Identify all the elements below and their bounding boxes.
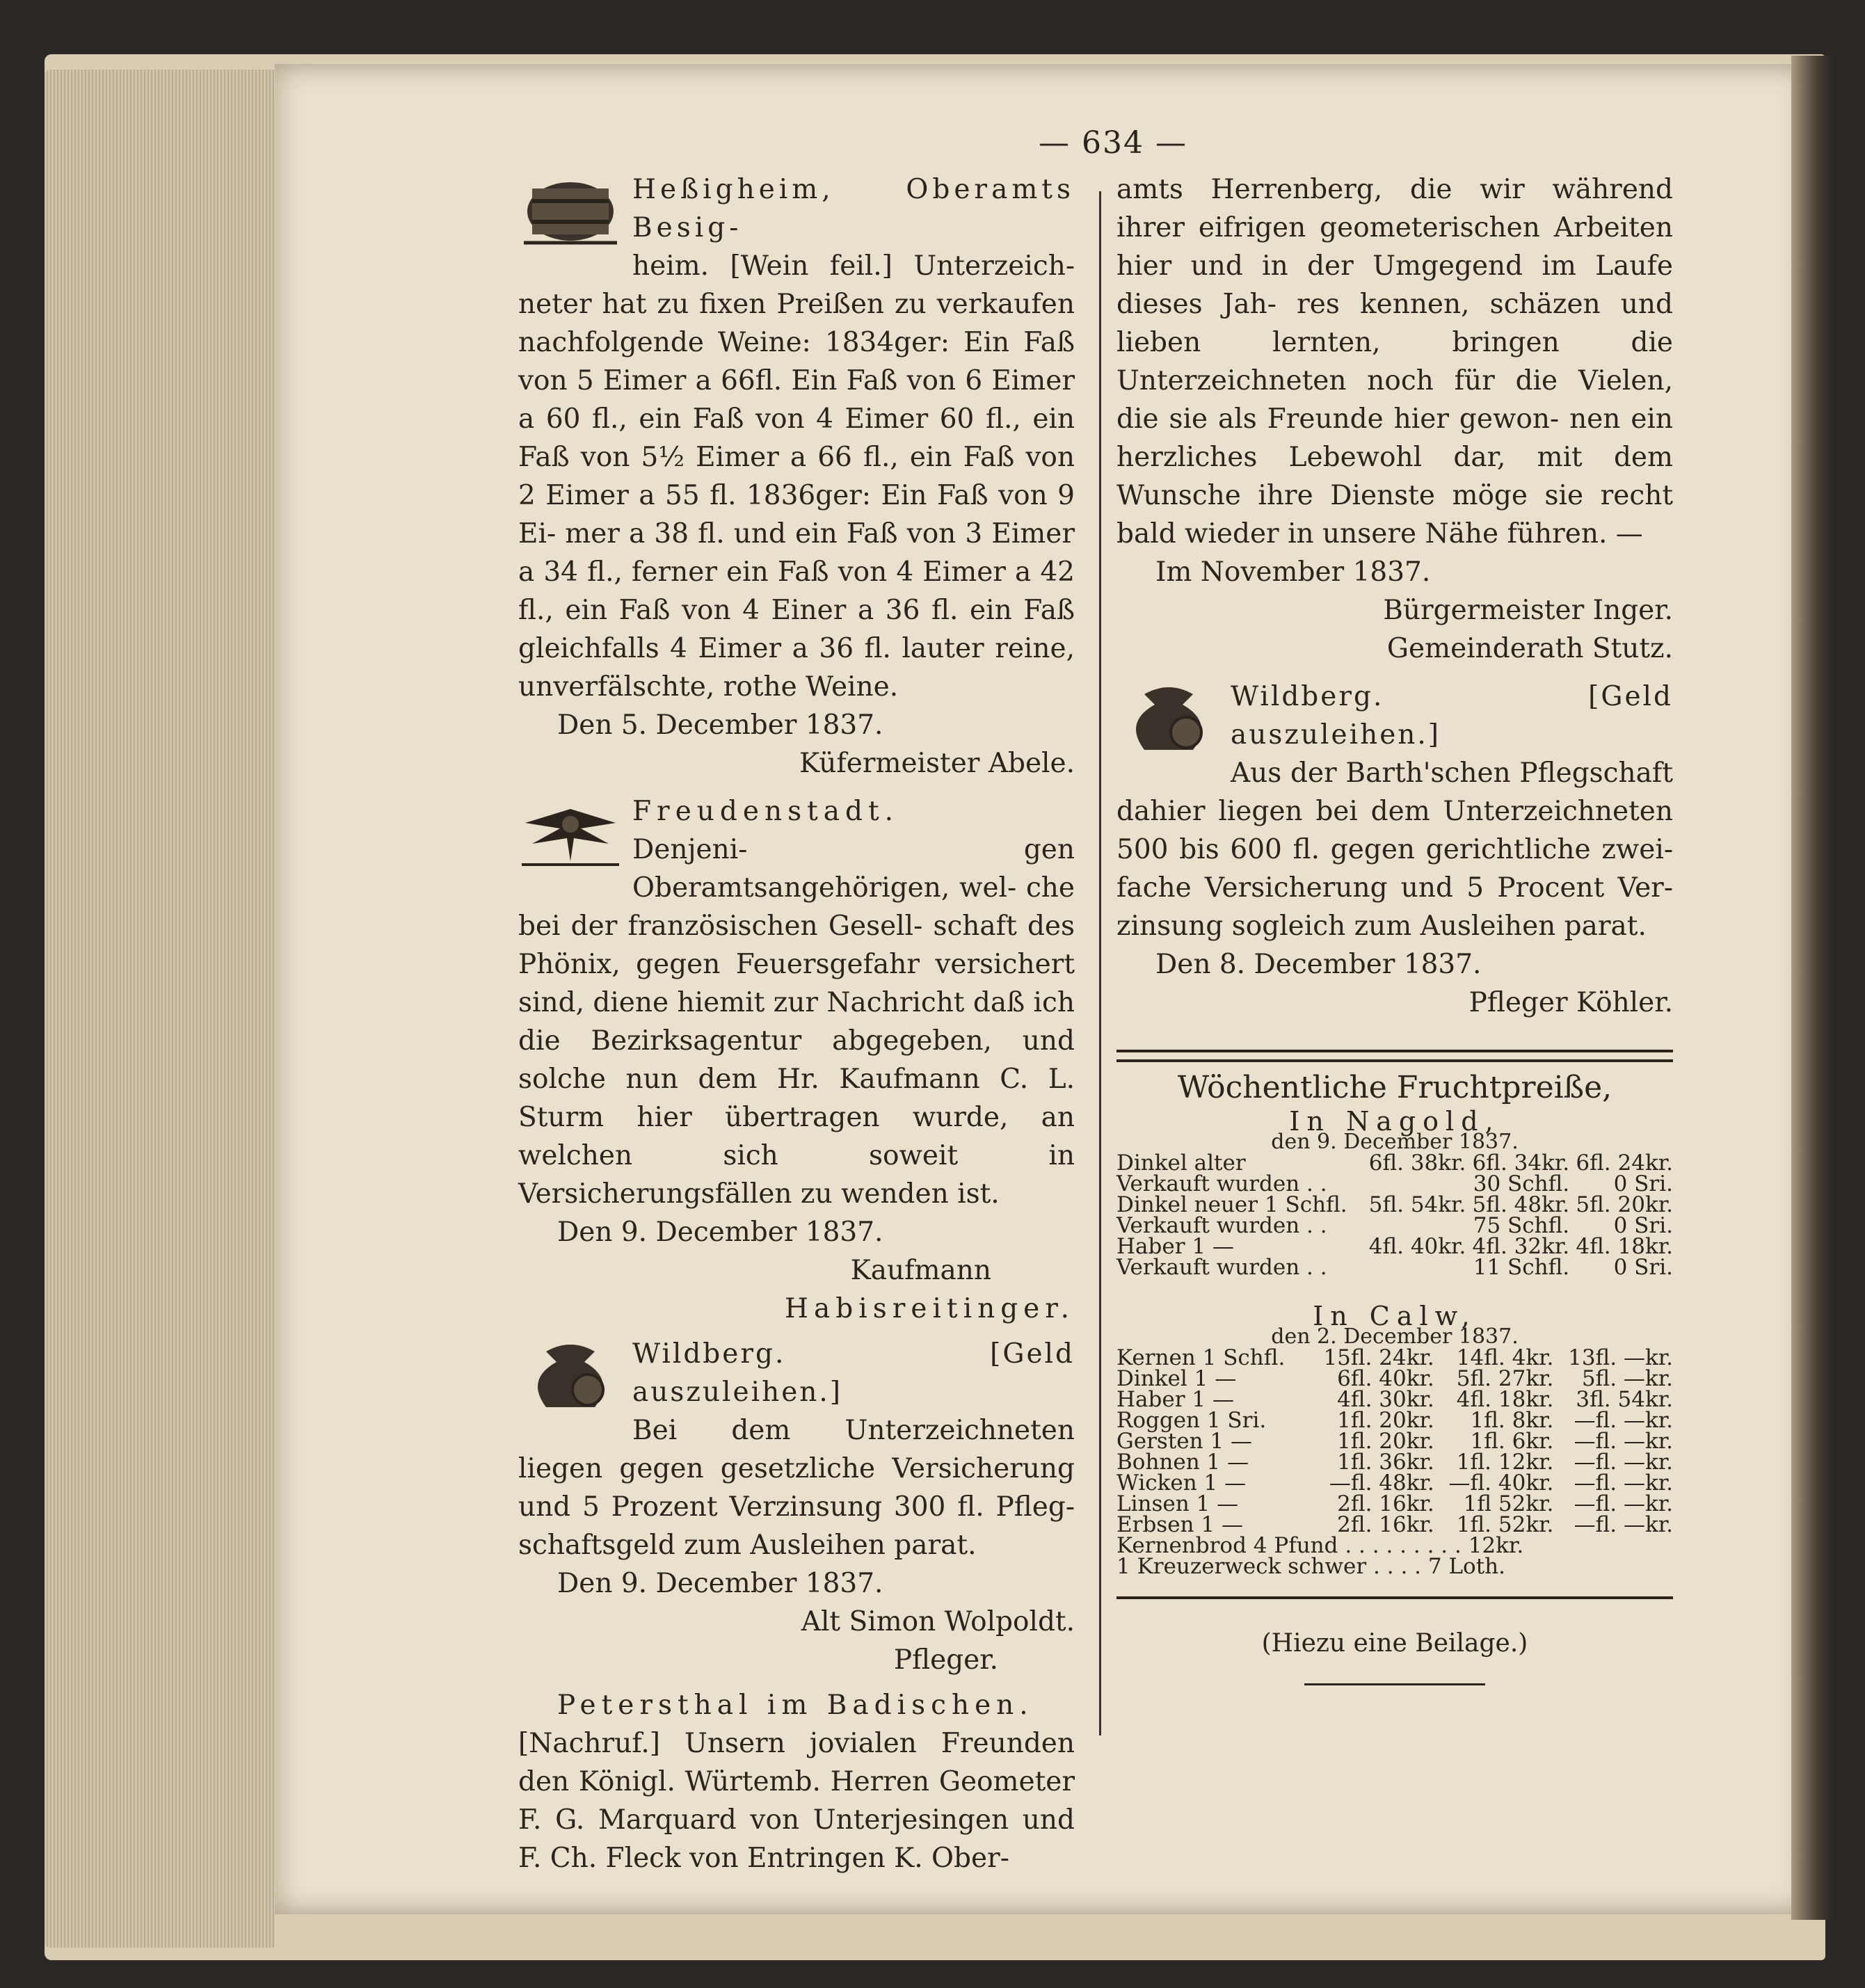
price-cell: —fl. —kr. <box>1574 1450 1673 1475</box>
ad-body: Denjeni- gen Oberamtsangehörigen, wel- che bei der französischen Gesell- schaft des Phönix, gegen Feuersgefahr versichert sind, diene hiemit zur Nachricht daß ich die Bezirksagentur abgegeben, und solche nun dem Hr. Kaufmann C. L. Sturm hier übertragen wurde, an welchen sich soweit in Versicherungsfällen zu wenden ist. <box>518 834 1075 1210</box>
ad-date: Den 8. December 1837. <box>1155 949 1482 980</box>
price-cell: 5fl. —kr. <box>1581 1366 1673 1391</box>
bread-price: Kernenbrod 4 Pfund . . . . . . . . . 12kr. <box>1116 1533 1524 1558</box>
wine-barrel-icon <box>518 173 623 250</box>
price-cell: 1fl 52kr. <box>1463 1491 1554 1516</box>
ad-place: Wildberg. [Geld auszuleihen.] <box>632 1338 1075 1408</box>
market-nagold-heading: In Nagold, <box>1289 1106 1500 1137</box>
price-cell: 4fl. 40kr. <box>1368 1234 1466 1259</box>
price-cell: 3fl. 54kr. <box>1576 1387 1673 1412</box>
price-label: Linsen 1 — <box>1116 1491 1239 1516</box>
price-cell: 5fl. 20kr. <box>1576 1192 1673 1217</box>
market-calw-date: den 2. December 1837. <box>1271 1324 1519 1349</box>
price-cell <box>1363 1173 1466 1194</box>
ad-place: Petersthal im Badischen. <box>557 1690 1034 1721</box>
price-cell: —fl. 48kr. <box>1329 1470 1434 1496</box>
price-cell <box>1363 1215 1466 1236</box>
money-sack-icon <box>1116 680 1221 757</box>
market-calw-heading: In Calw, <box>1313 1301 1477 1331</box>
market-nagold-date: den 9. December 1837. <box>1271 1130 1519 1154</box>
section-rule <box>1116 1596 1673 1599</box>
ad-body: Bei dem Unterzeichneten liegen gegen gesetzliche Versicherung und 5 Prozent Verzinsung 300 fl. Pfleg- schaftsgeld zum Ausleihen parat. <box>518 1415 1075 1561</box>
price-cell: 4fl. 32kr. <box>1472 1234 1570 1259</box>
price-label: Verkauft wurden . . <box>1116 1171 1327 1196</box>
ad-body: heim. [Wein feil.] Unterzeich- neter hat zu fixen Preißen zu verkaufen nachfolgende Weine: 1834ger: Ein Faß von 5 Eimer a 66fl. Ein Faß von 6 Eimer a 60 fl., ein Faß von 4 Eimer 60 fl., ein Faß von 5½ Eimer a 66 fl., ein Faß von 2 Eimer a 55 fl. 1836ger: Ein Faß von 9 Ei- mer a 38 fl. und ein Faß von 3 Eimer a 34 fl., ferner ein Faß von 4 Eimer a 42 fl., ein Faß von 4 Einer a 36 fl. ein Faß gleichfalls 4 Eimer a 36 fl. lauter reine, unverfälschte, rothe Weine. <box>518 250 1075 703</box>
page-edges <box>45 70 274 1948</box>
price-label: Dinkel 1 — <box>1116 1366 1237 1391</box>
price-label: Verkauft wurden . . <box>1116 1255 1327 1280</box>
price-cell: 5fl. 54kr. <box>1368 1192 1466 1217</box>
price-cell: 1fl. 8kr. <box>1470 1408 1554 1433</box>
price-label: Haber 1 — <box>1116 1387 1234 1412</box>
price-label: Kernen 1 Schfl. <box>1116 1345 1286 1370</box>
price-row <box>1116 1194 1673 1215</box>
price-cell: —fl. —kr. <box>1574 1429 1673 1454</box>
price-cell: 30 Schfl. <box>1473 1171 1570 1196</box>
price-row <box>1116 1347 1673 1368</box>
ad-place: Heßigheim, Oberamts Besig- <box>632 174 1075 243</box>
price-label: Dinkel alter <box>1116 1151 1246 1176</box>
calw-price-table <box>1116 1347 1673 1535</box>
price-label: Erbsen 1 — <box>1116 1512 1243 1537</box>
ad-petersthal-continued <box>1116 170 1673 668</box>
ad-date: Den 9. December 1837. <box>557 1217 883 1248</box>
price-cell: 1fl. 6kr. <box>1470 1429 1554 1454</box>
left-column <box>518 170 1075 1877</box>
ad-signature: Habisreitinger. <box>785 1293 1075 1324</box>
price-cell: 1fl. 52kr. <box>1456 1512 1554 1537</box>
phoenix-eagle-icon <box>518 795 623 872</box>
price-label: Bohnen 1 — <box>1116 1450 1249 1475</box>
section-rule <box>1116 1050 1673 1062</box>
price-cell: —fl. —kr. <box>1574 1470 1673 1496</box>
ad-signature-title: Kaufmann <box>850 1255 991 1286</box>
ad-date: Den 5. December 1837. <box>557 710 883 741</box>
price-label: Wicken 1 — <box>1116 1470 1247 1496</box>
price-cell: 11 Schfl. <box>1473 1255 1570 1280</box>
ad-body: [Nachruf.] Unsern jovialen Freunden den Königl. Würtemb. Herren Geometer F. G. Marquard von Unterjesingen und F. Ch. Fleck von Entringen K. Ober- <box>518 1728 1075 1874</box>
roll-weight: 1 Kreuzerweck schwer . . . . 7 Loth. <box>1116 1554 1505 1579</box>
ad-wildberg-2 <box>1116 678 1673 1022</box>
price-cell: 5fl. 48kr. <box>1472 1192 1570 1217</box>
price-label: Gersten 1 — <box>1116 1429 1253 1454</box>
page-number: — 634 — <box>1039 125 1187 161</box>
price-cell: 6fl. 34kr. <box>1472 1151 1570 1176</box>
price-row <box>1116 1173 1673 1194</box>
page-gutter <box>1791 56 1833 1920</box>
price-cell: 5fl. 27kr. <box>1456 1366 1554 1391</box>
ad-signature: Bürgermeister Inger. <box>1383 595 1673 626</box>
price-cell: 0 Sri. <box>1613 1255 1673 1280</box>
price-cell: 2fl. 16kr. <box>1337 1491 1434 1516</box>
ad-signature: Alt Simon Wolpoldt. <box>801 1606 1075 1637</box>
price-row <box>1116 1215 1673 1236</box>
price-row <box>1116 1493 1673 1514</box>
ad-petersthal <box>518 1686 1075 1877</box>
price-label: Verkauft wurden . . <box>1116 1213 1327 1238</box>
price-row <box>1116 1514 1673 1535</box>
price-cell: —fl. 40kr. <box>1448 1470 1554 1496</box>
price-cell: 14fl. 4kr. <box>1456 1345 1554 1370</box>
ad-freudenstadt <box>518 792 1075 1328</box>
ad-wildberg-1 <box>518 1335 1075 1679</box>
ad-body: amts Herrenberg, die wir während ihrer eifrigen geometerischen Arbeiten hier und in der Umgegend im Laufe dieses Jah- res kennen, schäzen und lieben lernten, bringen die Unterzeichneten noch für die Vielen, die sie als Freunde hier gewon- nen ein herzliches Lebewohl dar, mit dem Wunsche ihre Dienste möge sie recht bald wieder in unsere Nähe führen. — <box>1116 174 1673 550</box>
price-row <box>1116 1452 1673 1473</box>
right-column <box>1116 170 1673 1685</box>
price-cell: 1fl. 20kr. <box>1337 1429 1434 1454</box>
price-row <box>1116 1368 1673 1389</box>
price-cell: —fl. —kr. <box>1574 1491 1673 1516</box>
price-row <box>1116 1431 1673 1452</box>
price-cell: 0 Sri. <box>1613 1171 1673 1196</box>
price-cell: —fl. —kr. <box>1574 1512 1673 1537</box>
grain-prices <box>1116 1070 1673 1579</box>
price-label: Dinkel neuer 1 Schfl. <box>1116 1192 1347 1217</box>
price-cell: 4fl. 18kr. <box>1576 1234 1673 1259</box>
price-cell: 0 Sri. <box>1613 1213 1673 1238</box>
price-cell: 6fl. 38kr. <box>1368 1151 1466 1176</box>
ad-date: Den 9. December 1837. <box>557 1568 883 1599</box>
price-cell: 2fl. 16kr. <box>1337 1512 1434 1537</box>
price-row <box>1116 1257 1673 1278</box>
price-cell: 1fl. 36kr. <box>1337 1450 1434 1475</box>
end-ornament <box>1304 1683 1485 1685</box>
price-row <box>1116 1236 1673 1257</box>
ad-date: Im November 1837. <box>1155 556 1431 588</box>
ad-signature: Pfleger Köhler. <box>1468 987 1673 1018</box>
price-cell: 6fl. 24kr. <box>1576 1151 1673 1176</box>
ad-signature-title: Pfleger. <box>893 1644 998 1676</box>
price-label: Roggen 1 Sri. <box>1116 1408 1267 1433</box>
prices-title: Wöchentliche Fruchtpreiße, <box>1177 1070 1612 1105</box>
price-cell: 13fl. —kr. <box>1568 1345 1673 1370</box>
ad-signature: Küfermeister Abele. <box>799 748 1075 779</box>
money-sack-icon <box>518 1338 623 1414</box>
price-cell: 4fl. 18kr. <box>1456 1387 1554 1412</box>
price-row <box>1116 1410 1673 1431</box>
price-cell: 4fl. 30kr. <box>1337 1387 1434 1412</box>
ad-body: Aus der Barth'schen Pflegschaft dahier liegen bei dem Unterzeichneten 500 bis 600 fl. gegen gerichtliche zwei- fache Versicherung und 5 Procent Ver- zinsung sogleich zum Ausleihen parat. <box>1116 757 1673 942</box>
column-divider <box>1099 191 1101 1736</box>
ad-signature: Gemeinderath Stutz. <box>1386 633 1673 664</box>
nagold-price-table <box>1116 1153 1673 1278</box>
price-row <box>1116 1473 1673 1493</box>
price-cell: 15fl. 24kr. <box>1323 1345 1434 1370</box>
ad-hessigheim <box>518 170 1075 783</box>
ad-place: Wildberg. [Geld auszuleihen.] <box>1231 681 1673 751</box>
price-cell: 6fl. 40kr. <box>1337 1366 1434 1391</box>
price-row <box>1116 1153 1673 1173</box>
price-cell: 75 Schfl. <box>1473 1213 1570 1238</box>
price-cell: 1fl. 20kr. <box>1337 1408 1434 1433</box>
price-cell: —fl. —kr. <box>1574 1408 1673 1433</box>
ad-place: Freudenstadt. <box>632 796 899 827</box>
price-cell: 1fl. 12kr. <box>1456 1450 1554 1475</box>
price-label: Haber 1 — <box>1116 1234 1234 1259</box>
supplement-note: (Hiezu eine Beilage.) <box>1261 1629 1528 1658</box>
price-cell <box>1363 1257 1466 1278</box>
price-row <box>1116 1389 1673 1410</box>
